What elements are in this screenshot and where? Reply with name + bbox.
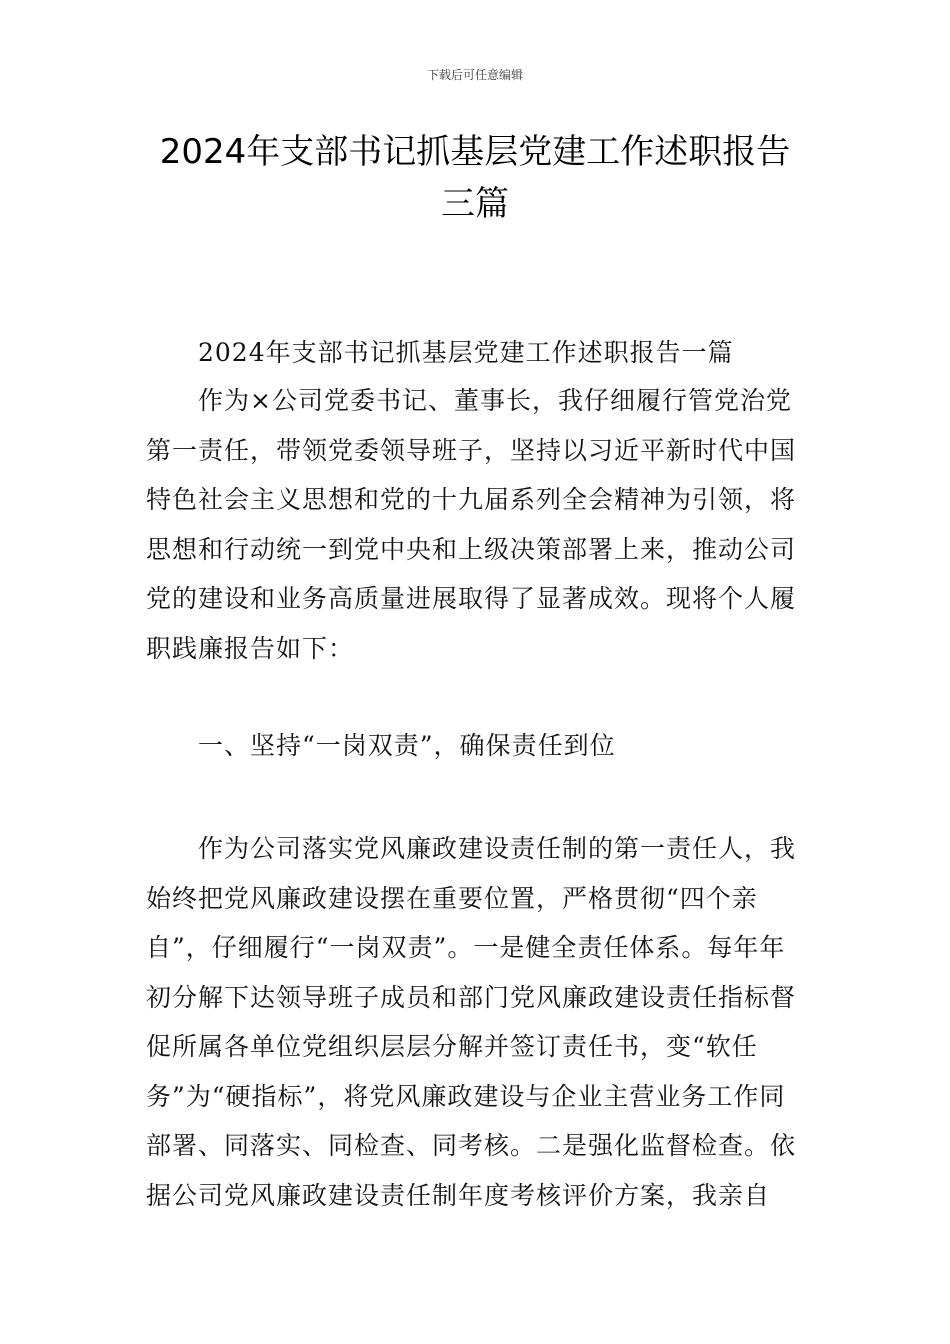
- section-1-text: 作为公司落实党风廉政建设责任制的第一责任人，我始终把党风廉政建设摆在重要位置，严格贯彻“四个亲自”，仔细履行“一岗双责”。一是健全责任体系。每年年初分解下达领导班子成员和部门党风廉政建设责任指标督促所属各单位党组织层层分解并签订责任书，变“软任务”为“硬指标”，将党风廉政建设与企业主营业务工作同部署、同落实、同检查、同考核。二是强化监督检查。依据公司党风廉政建设责任制年度考核评价方案，我亲自: [146, 834, 797, 1210]
- title-line-2: 三篇: [441, 184, 509, 224]
- report-subtitle: [146, 328, 808, 378]
- intro-text: 作为×公司党委书记、董事长，我仔细履行管党治党第一责任，带领党委领导班子，坚持以习近平新时代中国特色社会主义思想和党的十九届系列全会精神为引领，将思想和行动统一到党中央和上级决策部署上来，推动公司党的建设和业务高质量进展取得了显著成效。现将个人履职践廉报告如下：: [146, 386, 797, 663]
- section-heading-1: [146, 721, 808, 771]
- subtitle-text: 2024年支部书记抓基层党建工作述职报告一篇: [198, 338, 734, 367]
- section-1-paragraph: [146, 824, 808, 1220]
- heading-1-text: 一、坚持“一岗双责”，确保责任到位: [198, 731, 616, 760]
- intro-paragraph: [146, 376, 808, 673]
- title-line-1: 2024年支部书记抓基层党建工作述职报告: [159, 132, 791, 172]
- document-title: [100, 126, 850, 230]
- header-note: 下载后可任意编辑: [426, 68, 523, 82]
